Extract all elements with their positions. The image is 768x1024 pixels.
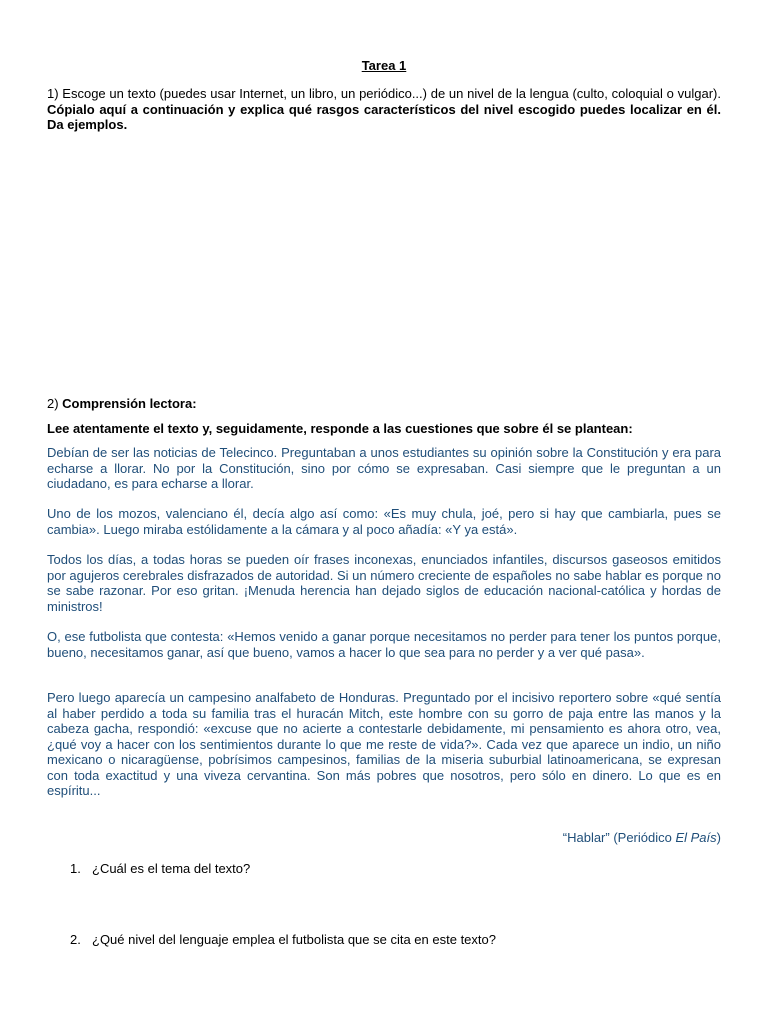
source-newspaper: El País (675, 830, 717, 845)
question-item-1 (70, 861, 250, 877)
reading-paragraph-3: Todos los días, a todas horas se pueden oír frases inconexas, enunciados infantiles, discursos gaseosos emitidos por agujeros cerebrales disfrazados de autoridad. Si un número creciente de españoles no sabe hablar es porque no se sabe razonar. Por eso gritan. ¡Menuda herencia han dejado siglos de educación nacional-católica y hordas de ministros! (47, 552, 721, 614)
source-suffix: ) (716, 830, 721, 845)
question-item-2 (70, 932, 496, 948)
question-item-text: ¿Qué nivel del lenguaje emplea el futbolista que se cita en este texto? (92, 932, 496, 947)
reading-instruction: Lee atentamente el texto y, seguidamente, responde a las cuestiones que sobre él se plantean: (47, 421, 633, 436)
reading-paragraph-1: Debían de ser las noticias de Telecinco. Preguntaban a unos estudiantes su opinión sobre la Constitución y era para echarse a llorar. No por la Constitución, sino por cómo se expresaban. Casi siempre que le preguntan a un ciudadano, es para echarse a llorar. (47, 445, 721, 491)
question-2-heading (47, 396, 197, 412)
question-1 (47, 86, 721, 133)
question-1-text: 1) Escoge un texto (puedes usar Internet, un libro, un periódico...) de un nivel de la lengua (culto, coloquial o vulgar). (47, 86, 721, 101)
question-item-text: ¿Cuál es el tema del texto? (92, 861, 251, 876)
reading-paragraph-2: Uno de los mozos, valenciano él, decía algo así como: «Es muy chula, joé, pero si hay que cambiarla, pues se cambia». Luego miraba estólidamente a la cámara y al poco añadía: «Y ya está». (47, 506, 721, 537)
question-1-bold: Cópialo aquí a continuación y explica qué rasgos característicos del nivel escogido puedes localizar en él. Da ejemplos. (47, 101, 721, 132)
question-2-title: Comprensión lectora: (62, 396, 197, 411)
reading-paragraph-4: O, ese futbolista que contesta: «Hemos venido a ganar porque necesitamos no perder para tener los puntos porque, bueno, necesitamos ganar, así que bueno, vamos a hacer lo que sea para no perder y a ver qué pasa». (47, 629, 721, 660)
question-item-number: 2. (70, 932, 81, 947)
source-prefix: “Hablar” (Periódico (562, 830, 676, 845)
question-2-prefix: 2) (47, 396, 63, 411)
question-item-number: 1. (70, 861, 81, 876)
reading-paragraph-5: Pero luego aparecía un campesino analfabeto de Honduras. Preguntado por el incisivo reportero sobre «qué sentía al haber perdido a toda su familia tras el huracán Mitch, este hombre con su gorro de paja entre las manos y la cabeza gacha, respondió: «excuse que no acierte a contestarle debidamente, mi pensamiento es ahora otro, vea, ¿qué voy a hacer con los sentimientos durante lo que me reste de vida?». Cada vez que aparece un indio, un niño mexicano o nicaragüense, pobrísimos campesinos, familias de la miseria suburbial latinoamericana, se expresan con toda exactitud y una viveza cervantina. Son más pobres que nosotros, pero sólo en dinero. Lo que es en espíritu... (47, 690, 721, 798)
source-citation (563, 830, 721, 846)
page-title: Tarea 1 (361, 58, 407, 73)
